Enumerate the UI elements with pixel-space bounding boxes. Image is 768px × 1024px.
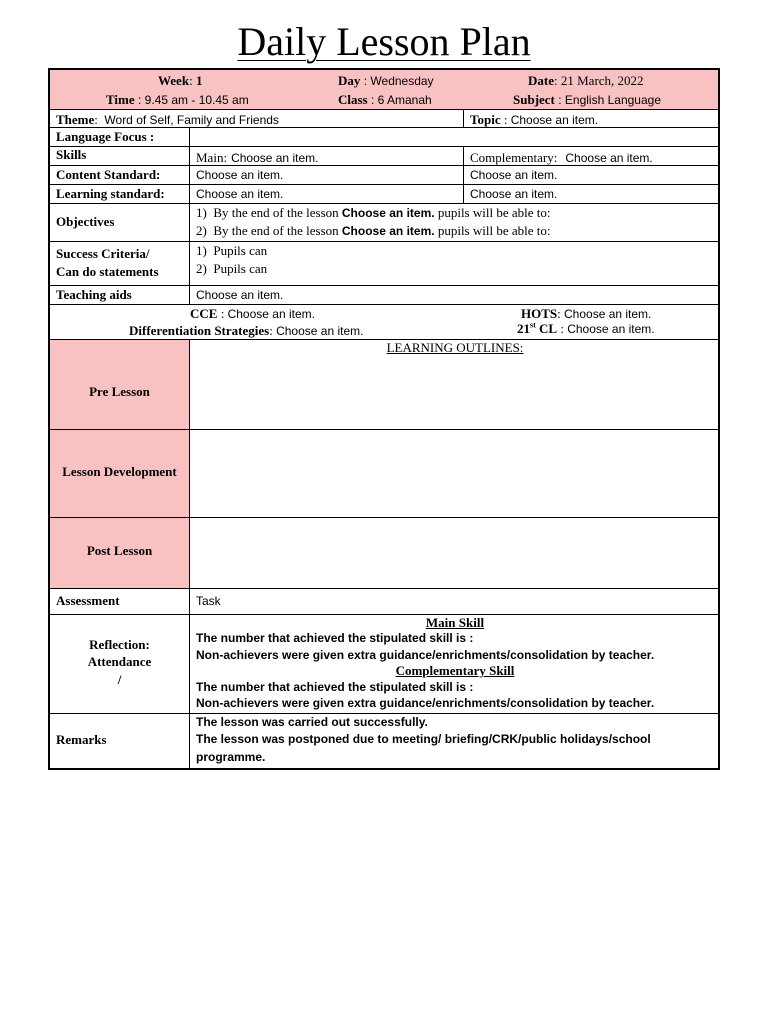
teaching-aids-row — [50, 286, 718, 305]
skills-row — [50, 147, 718, 166]
pre-lesson-content[interactable] — [190, 340, 720, 429]
teaching-aids-value[interactable]: Choose an item. — [196, 288, 284, 302]
remarks-line[interactable]: The lesson was carried out successfully. — [196, 715, 428, 729]
content-standard-complementary[interactable]: Choose an item. — [470, 168, 558, 182]
cce-label: CCE — [190, 306, 218, 321]
subject-value[interactable]: English Language — [564, 93, 661, 107]
attendance-label: Attendance — [87, 654, 152, 669]
date-label: Date — [528, 73, 554, 88]
post-lesson-content[interactable] — [190, 518, 720, 588]
subject-label: Subject — [513, 92, 555, 107]
success-criteria-item[interactable]: 1) Pupils can — [196, 243, 268, 258]
skills-main-value[interactable]: Choose an item. — [231, 151, 319, 165]
cl21-value[interactable]: Choose an item. — [567, 322, 655, 336]
language-focus-label: Language Focus : — [56, 129, 155, 144]
day-value[interactable]: Wednesday — [370, 74, 434, 88]
post-lesson-label: Post Lesson — [86, 543, 153, 558]
pre-lesson-row — [50, 340, 718, 430]
learning-standard-row — [50, 185, 718, 204]
objectives-row — [50, 204, 718, 242]
complementary-skill-achieved[interactable]: The number that achieved the stipulated skill is : — [196, 680, 474, 694]
remarks-line[interactable]: programme. — [196, 750, 266, 764]
language-focus-row — [50, 128, 718, 147]
success-criteria-row — [50, 242, 718, 286]
learning-standard-label: Learning standard: — [56, 186, 165, 201]
skills-complementary-value[interactable]: Choose an item. — [565, 151, 653, 165]
reflection-label: Reflection: — [89, 637, 150, 652]
complementary-skill-non-achievers[interactable]: Non-achievers were given extra guidance/enrichments/consolidation by teacher. — [196, 696, 655, 710]
teaching-aids-label: Teaching aids — [56, 287, 132, 302]
lesson-development-label: Lesson Development — [62, 464, 177, 479]
objectives-label: Objectives — [56, 214, 115, 229]
topic-label: Topic — [470, 112, 501, 127]
main-skill-achieved[interactable]: The number that achieved the stipulated skill is : — [196, 631, 474, 645]
content-standard-main[interactable]: Choose an item. — [196, 168, 284, 182]
lesson-plan-table — [48, 68, 720, 770]
remarks-label: Remarks — [56, 732, 107, 747]
time-label: Time — [106, 92, 135, 107]
learning-standard-main[interactable]: Choose an item. — [196, 187, 284, 201]
complementary-skill-heading: Complementary Skill — [395, 663, 515, 678]
differentiation-value[interactable]: Choose an item. — [276, 324, 364, 338]
theme-label: Theme — [56, 112, 95, 127]
assessment-row — [50, 589, 718, 615]
skills-label: Skills — [56, 147, 87, 162]
content-standard-label: Content Standard: — [56, 167, 161, 182]
time-value[interactable]: 9.45 am - 10.45 am — [144, 93, 249, 107]
skills-main-label: Main: — [196, 150, 228, 165]
main-skill-heading: Main Skill — [425, 615, 485, 630]
cce-value[interactable]: Choose an item. — [227, 307, 315, 321]
theme-row: Theme: Word of Self, Family and Friends Topic : Choose an item. — [50, 110, 718, 128]
lesson-development-row — [50, 430, 718, 518]
objective-item: 1) By the end of the lesson Choose an item. pupils will be able to: — [196, 205, 551, 220]
success-criteria-item[interactable]: 2) Pupils can — [196, 261, 268, 276]
assessment-label: Assessment — [56, 593, 120, 608]
skills-complementary-label: Complementary: — [470, 150, 558, 165]
learning-outlines-heading: LEARNING OUTLINES: — [386, 340, 524, 355]
class-label: Class — [338, 92, 368, 107]
objective-choice[interactable]: Choose an item. — [341, 224, 435, 238]
attendance-slash: / — [117, 672, 122, 687]
day-label: Day — [338, 73, 361, 88]
main-skill-non-achievers[interactable]: Non-achievers were given extra guidance/enrichments/consolidation by teacher. — [196, 648, 655, 662]
cl21-label: 21st CL — [517, 320, 558, 336]
assessment-value[interactable]: Task — [196, 594, 221, 608]
reflection-row — [50, 615, 718, 714]
lesson-development-content[interactable] — [190, 430, 720, 517]
week-value[interactable]: 1 — [195, 73, 203, 88]
topic-value[interactable]: Choose an item. — [510, 113, 599, 127]
week-label: Week — [158, 73, 190, 88]
can-do-label: Can do statements — [56, 264, 159, 279]
differentiation-label: Differentiation Strategies — [129, 323, 270, 338]
cce-hots-row: CCE : Choose an item. HOTS: Choose an item. Differentiation Strategies: Choose an item. 21st CL : Choose an item. — [50, 305, 718, 340]
pre-lesson-label: Pre Lesson — [89, 384, 150, 399]
success-criteria-label: Success Criteria/ — [56, 246, 150, 261]
content-standard-row — [50, 166, 718, 185]
learning-standard-complementary[interactable]: Choose an item. — [470, 187, 558, 201]
objective-choice[interactable]: Choose an item. — [341, 206, 435, 220]
class-value[interactable]: 6 Amanah — [377, 93, 432, 107]
theme-value[interactable]: Word of Self, Family and Friends — [104, 113, 279, 127]
hots-value[interactable]: Choose an item. — [564, 307, 652, 321]
remarks-line[interactable]: The lesson was postponed due to meeting/ briefing/CRK/public holidays/school — [196, 732, 651, 746]
header-row: Week: 1 Day : Wednesday Date: 21 March, 2022 Time : 9.45 am - 10.45 am Class : 6 Amanah Subject : English Language — [50, 70, 718, 110]
post-lesson-row — [50, 518, 718, 589]
hots-label: HOTS — [521, 306, 558, 321]
date-value[interactable]: 21 March, 2022 — [560, 73, 644, 88]
page-title: Daily Lesson Plan — [237, 19, 531, 64]
remarks-row — [50, 714, 718, 768]
objective-item: 2) By the end of the lesson Choose an item. pupils will be able to: — [196, 223, 551, 238]
